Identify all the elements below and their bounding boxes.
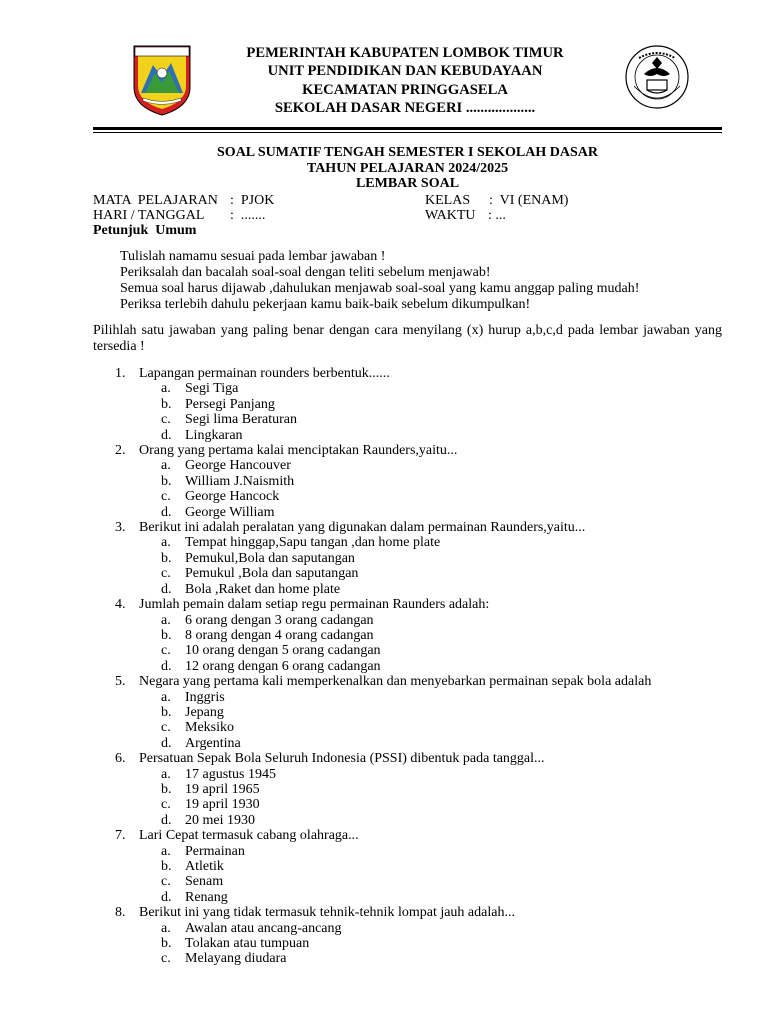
question-number: 2. xyxy=(115,443,126,459)
option-letter: d. xyxy=(161,504,172,520)
option-text: Segi Tiga xyxy=(185,381,239,397)
option-letter: b. xyxy=(161,627,172,643)
question-text: Lapangan permainan rounders berbentuk...... xyxy=(139,366,390,381)
option-text: Argentina xyxy=(185,735,241,751)
answer-option xyxy=(93,844,722,859)
answer-option xyxy=(93,890,722,905)
option-text: 19 april 1965 xyxy=(185,781,260,797)
question-number: 7. xyxy=(115,828,126,844)
question-item xyxy=(93,905,722,920)
option-text: Lingkaran xyxy=(185,427,243,443)
answer-option xyxy=(93,643,722,658)
letterhead-line-3: KECAMATAN PRINGGASELA xyxy=(302,81,508,98)
answer-option xyxy=(93,782,722,797)
option-text: 20 mei 1930 xyxy=(185,812,255,828)
option-text: Persegi Panjang xyxy=(185,396,275,412)
answer-option xyxy=(93,921,722,936)
title-line-2: TAHUN PELAJARAN 2024/2025 xyxy=(306,160,509,176)
option-text: Tolakan atau tumpuan xyxy=(185,936,310,952)
question-list xyxy=(93,366,722,967)
option-letter: d. xyxy=(161,581,172,597)
option-letter: b. xyxy=(161,550,172,566)
answer-option xyxy=(93,613,722,628)
option-letter: a. xyxy=(161,689,171,705)
option-letter: b. xyxy=(161,859,172,874)
waktu-value: : ... xyxy=(488,208,506,223)
question-number: 6. xyxy=(115,751,126,767)
answer-option xyxy=(93,813,722,828)
answer-option xyxy=(93,859,722,874)
question-number: 5. xyxy=(115,674,126,690)
answer-option xyxy=(93,582,722,597)
tut-wuri-handayani-logo xyxy=(624,44,690,110)
answer-option xyxy=(93,551,722,566)
question-number: 1. xyxy=(115,366,126,381)
question-item xyxy=(93,751,722,766)
option-text: George Hancouver xyxy=(185,458,291,474)
option-text: George William xyxy=(185,504,275,520)
question-text: Negara yang pertama kali memperkenalkan dan menyebarkan permainan sepak bola adalah xyxy=(139,674,652,690)
option-text: Awalan atau ancang-ancang xyxy=(185,920,342,936)
instruction-item: Periksalah dan bacalah soal-soal dengan teliti sebelum menjawab! xyxy=(120,265,491,280)
option-text: Senam xyxy=(185,874,224,890)
answer-option xyxy=(93,690,722,705)
option-letter: a. xyxy=(161,458,171,474)
question-text: Persatuan Sepak Bola Seluruh Indonesia (PSSI) dibentuk pada tanggal... xyxy=(139,751,545,767)
option-text: Jepang xyxy=(185,704,224,720)
option-text: Meksiko xyxy=(185,720,234,736)
question-text: Lari Cepat termasuk cabang olahraga... xyxy=(139,828,359,844)
title-line-3: LEMBAR SOAL xyxy=(355,176,460,191)
question-text: Berikut ini adalah peralatan yang digunakan dalam permainan Raunders,yaitu... xyxy=(139,520,586,536)
option-letter: a. xyxy=(161,612,171,628)
option-letter: a. xyxy=(161,381,171,397)
question-number: 4. xyxy=(115,597,126,613)
instruction-item: Periksa terlebih dahulu pekerjaan kamu baik-baik sebelum dikumpulkan! xyxy=(120,297,531,312)
question-text: Jumlah pemain dalam setiap regu permainan Raunders adalah: xyxy=(139,597,490,613)
option-letter: a. xyxy=(161,843,171,859)
answer-option xyxy=(93,474,722,489)
answer-option xyxy=(93,412,722,427)
option-letter: d. xyxy=(161,658,172,674)
letterhead-line-2: UNIT PENDIDIKAN DAN KEBUDAYAAN xyxy=(267,63,543,80)
letterhead xyxy=(190,44,620,118)
answer-option xyxy=(93,736,722,751)
option-text: 17 agustus 1945 xyxy=(185,766,276,782)
option-text: 19 april 1930 xyxy=(185,797,260,813)
option-text: Permainan xyxy=(185,843,245,859)
option-text: Melayang diudara xyxy=(185,951,287,967)
answer-option xyxy=(93,705,722,720)
option-letter: b. xyxy=(161,704,172,720)
waktu-label: WAKTU xyxy=(425,208,476,223)
letterhead-line-1: PEMERINTAH KABUPATEN LOMBOK TIMUR xyxy=(246,45,564,61)
option-letter: a. xyxy=(161,535,171,551)
answer-option xyxy=(93,428,722,443)
exam-title xyxy=(93,145,722,192)
option-text: George Hancock xyxy=(185,489,280,505)
answer-option xyxy=(93,458,722,473)
answer-option xyxy=(93,505,722,520)
option-letter: b. xyxy=(161,473,172,489)
answer-option xyxy=(93,381,722,396)
answer-option xyxy=(93,874,722,889)
option-letter: c. xyxy=(161,412,171,428)
answer-option xyxy=(93,720,722,735)
question-item xyxy=(93,443,722,458)
answer-option xyxy=(93,797,722,812)
answer-directions: Pilihlah satu jawaban yang paling benar dengan cara menyilang (x) hurup a,b,c,d pada lembar jawaban yang tersedia ! xyxy=(93,323,722,354)
question-number: 8. xyxy=(115,905,126,921)
petunjuk-heading: Petunjuk Umum xyxy=(93,223,197,238)
option-letter: d. xyxy=(161,812,172,828)
option-letter: d. xyxy=(161,735,172,751)
option-letter: b. xyxy=(161,396,172,412)
answer-option xyxy=(93,936,722,951)
option-letter: c. xyxy=(161,797,171,813)
answer-option xyxy=(93,489,722,504)
option-text: 10 orang dengan 5 orang cadangan xyxy=(185,643,381,659)
option-letter: d. xyxy=(161,889,172,905)
option-text: Renang xyxy=(185,889,228,905)
mapel-label: MATA PELAJARAN xyxy=(93,193,218,208)
hari-value: : ....... xyxy=(230,208,266,223)
option-letter: c. xyxy=(161,720,171,736)
title-line-1: SOAL SUMATIF TENGAH SEMESTER I SEKOLAH DASAR xyxy=(217,145,598,160)
question-item xyxy=(93,674,722,689)
option-letter: d. xyxy=(161,427,172,443)
answer-option xyxy=(93,767,722,782)
option-text: Pemukul ,Bola dan saputangan xyxy=(185,566,359,582)
question-number: 3. xyxy=(115,520,126,536)
hari-label: HARI / TANGGAL xyxy=(93,208,205,223)
option-text: Atletik xyxy=(185,859,224,874)
option-text: William J.Naismith xyxy=(185,473,295,489)
answer-option xyxy=(93,951,722,966)
option-text: 6 orang dengan 3 orang cadangan xyxy=(185,612,374,628)
option-text: Tempat hinggap,Sapu tangan ,dan home plate xyxy=(185,535,441,551)
question-item xyxy=(93,597,722,612)
answer-option xyxy=(93,535,722,550)
option-text: Inggris xyxy=(185,689,225,705)
option-letter: b. xyxy=(161,936,172,952)
answer-option xyxy=(93,659,722,674)
option-letter: c. xyxy=(161,643,171,659)
kelas-value: : VI (ENAM) xyxy=(489,193,569,208)
answer-option xyxy=(93,628,722,643)
header-divider-thin xyxy=(93,132,722,133)
option-letter: b. xyxy=(161,781,172,797)
question-item xyxy=(93,366,722,381)
option-text: Pemukul,Bola dan saputangan xyxy=(185,550,355,566)
option-text: 12 orang dengan 6 orang cadangan xyxy=(185,658,381,674)
kelas-label: KELAS xyxy=(425,193,471,208)
option-text: 8 orang dengan 4 orang cadangan xyxy=(185,627,374,643)
letterhead-line-4: SEKOLAH DASAR NEGERI ................... xyxy=(274,100,536,117)
option-letter: c. xyxy=(161,951,171,967)
question-text: Orang yang pertama kalai menciptakan Raunders,yaitu... xyxy=(139,443,458,459)
option-letter: a. xyxy=(161,766,171,782)
header-divider-thick xyxy=(93,127,722,130)
question-item xyxy=(93,520,722,535)
option-letter: c. xyxy=(161,489,171,505)
option-letter: c. xyxy=(161,874,171,890)
answer-option xyxy=(93,397,722,412)
option-text: Bola ,Raket dan home plate xyxy=(185,581,341,597)
instruction-item: Tulislah namamu sesuai pada lembar jawaban ! xyxy=(120,249,386,264)
question-item xyxy=(93,828,722,843)
instruction-item: Semua soal harus dijawab ,dahulukan menjawab soal-soal yang kamu anggap paling mudah! xyxy=(120,281,640,296)
option-letter: a. xyxy=(161,920,171,936)
mapel-value: : PJOK xyxy=(230,193,275,208)
question-text: Berikut ini yang tidak termasuk tehnik-tehnik lompat jauh adalah... xyxy=(139,905,515,921)
option-letter: c. xyxy=(161,566,171,582)
instructions-list xyxy=(120,249,639,313)
lombok-timur-logo xyxy=(131,43,193,117)
answer-option xyxy=(93,566,722,581)
option-text: Segi lima Beraturan xyxy=(185,412,297,428)
